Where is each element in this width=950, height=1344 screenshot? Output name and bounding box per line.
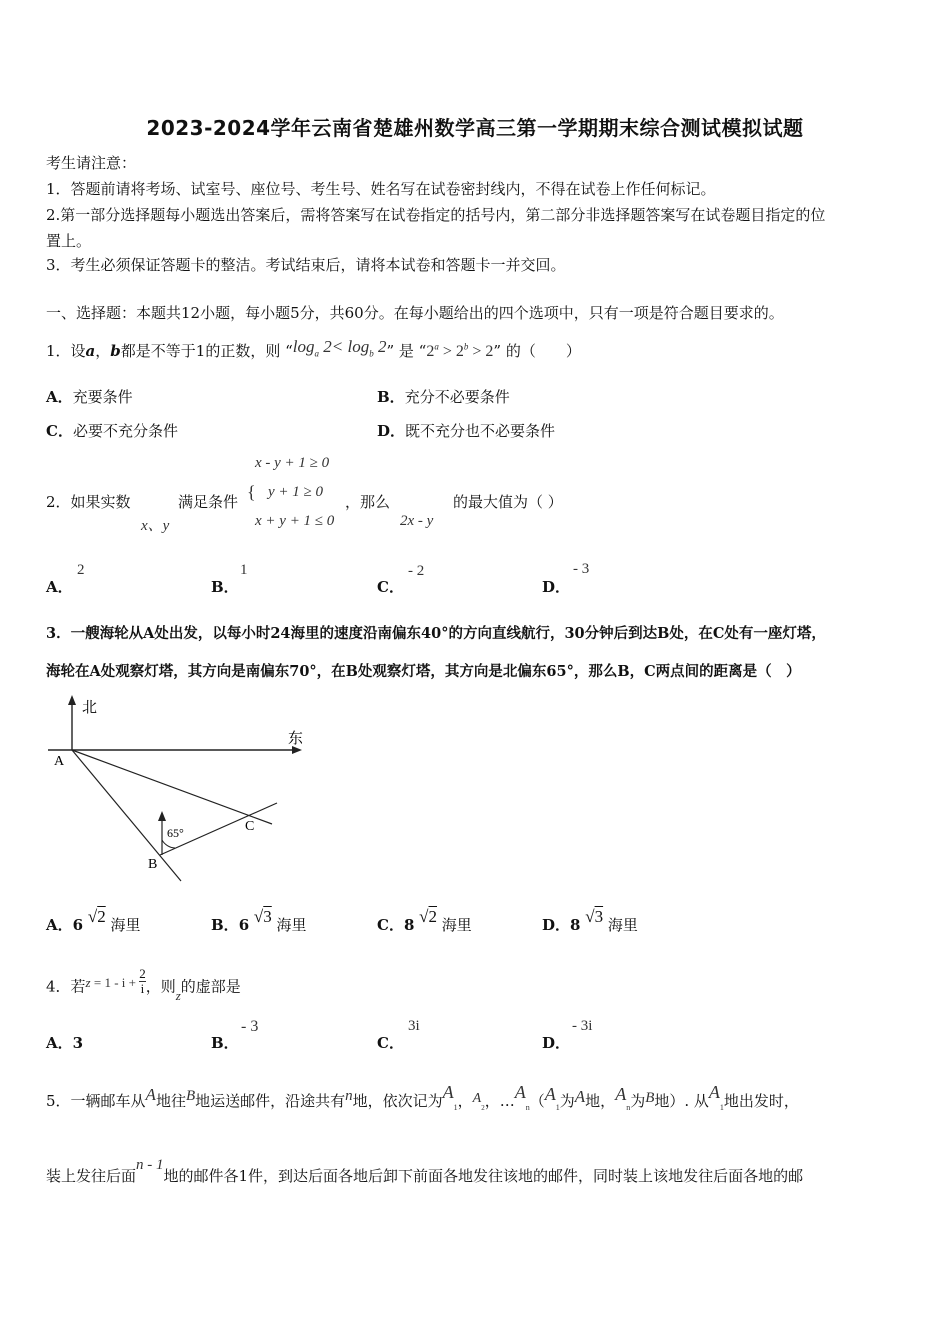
point-b-label: B bbox=[148, 857, 158, 872]
option-b: B． bbox=[211, 578, 239, 596]
option-c: C． bbox=[377, 578, 404, 596]
notice-item: 1．答题前请将考场、试室号、座位号、考生号、姓名写在试卷密封线内，不得在试卷上作任何标记。 bbox=[46, 180, 716, 198]
question-1: 1．设a，b都是不等于1的正数，则 “$\log_a$ $2< \log_b 2$” 是 “$2^a > 2^b > 2$” 的（ ） bbox=[46, 337, 581, 360]
inequality-1: x - y + 1 ≥ 0 bbox=[255, 455, 330, 471]
option-a: A．6 √2 海里 bbox=[46, 907, 141, 934]
option-c-value: - 2 bbox=[408, 563, 425, 579]
question-5-line-2: 装上发往后面n - 1地的邮件各1件，到达后面各地后卸下前面各地发往该地的邮件，同时装上该地发往后面各地的邮 bbox=[46, 1157, 804, 1185]
point-c-label: C bbox=[245, 819, 255, 834]
north-arrow-icon bbox=[68, 695, 76, 705]
option-d: D．既不充分也不必要条件 bbox=[377, 422, 556, 440]
section-heading: 一、选择题：本题共12小题，每小题5分，共60分。在每小题给出的四个选项中，只有一项是符合题目要求的。 bbox=[46, 304, 784, 322]
option-d: D． bbox=[542, 1034, 571, 1052]
option-c: C．8 √2 海里 bbox=[377, 907, 472, 934]
option-b-value: - 3 bbox=[241, 1018, 259, 1035]
option-c: C．必要不充分条件 bbox=[46, 422, 178, 440]
option-a: A． bbox=[46, 578, 73, 596]
target-expression: 2x - y bbox=[400, 513, 434, 529]
navigation-figure bbox=[40, 690, 320, 890]
q2-post: 的最大值为（ ） bbox=[453, 493, 563, 511]
point-a-label: A bbox=[54, 754, 65, 769]
question-4: 4．若z = 1 - i + $\frac{2}{i}$ ，则z的虚部是 bbox=[46, 966, 241, 1003]
option-a-value: 2 bbox=[77, 562, 85, 578]
line-ac bbox=[72, 750, 272, 824]
option-d-value: - 3i bbox=[572, 1018, 593, 1034]
log-inequality: $\log_a 2< \log_b 2$ bbox=[292, 337, 387, 359]
option-a: A．充要条件 bbox=[46, 388, 133, 406]
option-b: B．充分不必要条件 bbox=[377, 388, 510, 406]
b-north-arrow-icon bbox=[158, 811, 166, 821]
option-d: D．8 √3 海里 bbox=[542, 907, 638, 934]
notice-heading: 考生请注意： bbox=[46, 154, 137, 172]
notice-item: 2.第一部分选择题每小题选出答案后，需将答案写在试卷指定的括号内，第二部分非选择题答案写在试卷题目指定的位 bbox=[46, 206, 826, 224]
option-a: A．3 bbox=[46, 1034, 84, 1052]
option-c-value: 3i bbox=[408, 1018, 420, 1034]
question-5-line-1: 5．一辆邮车从A地往B地运送邮件，沿途共有n地，依次记为$A_1$，$A_2$，$\dots A_n(A_1$为A地，$A_n$为B地）. 从$A_1$地出发时， bbox=[46, 1082, 799, 1112]
notice-item: 3．考生必须保证答题卡的整洁。考试结束后，请将本试卷和答题卡一并交回。 bbox=[46, 256, 566, 274]
q2-vars: x、y bbox=[141, 518, 170, 534]
east-label: 东 bbox=[288, 729, 304, 747]
option-b: B．6 √3 海里 bbox=[211, 907, 307, 934]
q2-then: ，那么 bbox=[345, 493, 391, 511]
east-arrow-icon bbox=[292, 746, 302, 754]
question-3-line-2: 海轮在A处观察灯塔，其方向是南偏东70°，在B处观察灯塔，其方向是北偏东65°，那么B，C两点间的距离是（ ） bbox=[46, 663, 801, 680]
q2-mid: 满足条件 bbox=[178, 493, 239, 511]
option-c: C． bbox=[377, 1034, 404, 1052]
inequality-2: y + 1 ≥ 0 bbox=[268, 484, 324, 500]
fraction: $\frac{2}{i}$ bbox=[139, 966, 146, 996]
angle-label: 65° bbox=[167, 826, 184, 840]
option-d: D． bbox=[542, 578, 571, 596]
notice-item: 置上。 bbox=[46, 232, 92, 250]
page-title: 2023-2024学年云南省楚雄州数学高三第一学期期末综合测试模拟试题 bbox=[146, 116, 804, 140]
angle-arc bbox=[162, 840, 175, 848]
inequality-3: x + y + 1 ≤ 0 bbox=[255, 513, 335, 529]
system-brace: { bbox=[247, 482, 256, 502]
option-b-value: 1 bbox=[240, 562, 248, 578]
option-b: B． bbox=[211, 1034, 239, 1052]
option-d-value: - 3 bbox=[573, 561, 590, 577]
north-label: 北 bbox=[82, 698, 98, 716]
question-3-line-1: 3．一艘海轮从A处出发，以每小时24海里的速度沿南偏东40°的方向直线航行，30分钟后到达B处，在C处有一座灯塔， bbox=[46, 625, 826, 642]
q2-pre: 2．如果实数 bbox=[46, 493, 131, 511]
power-inequality: $2^a > 2^b > 2$ bbox=[426, 341, 494, 360]
